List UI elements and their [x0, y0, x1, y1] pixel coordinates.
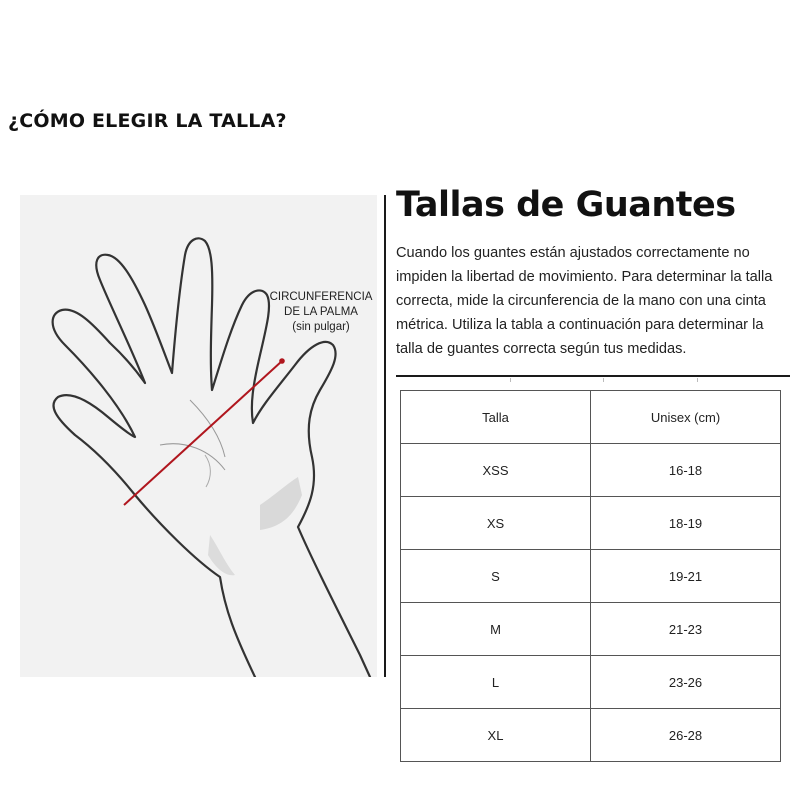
section-heading: ¿CÓMO ELEGIR LA TALLA? — [8, 110, 287, 132]
table-header-row — [401, 391, 781, 444]
tick-mark — [603, 378, 604, 382]
range-cell: 19-21 — [591, 550, 781, 603]
table-row — [401, 709, 781, 762]
size-cell: L — [401, 656, 591, 709]
size-cell: M — [401, 603, 591, 656]
hand-outline-icon — [20, 195, 377, 677]
size-table — [400, 390, 781, 762]
table-row — [401, 497, 781, 550]
table-row — [401, 603, 781, 656]
measure-line — [124, 361, 282, 505]
size-cell: XL — [401, 709, 591, 762]
range-cell: 18-19 — [591, 497, 781, 550]
callout-line-2: DE LA PALMA — [284, 306, 358, 318]
size-cell: S — [401, 550, 591, 603]
table-row — [401, 550, 781, 603]
hand-illustration — [20, 195, 377, 677]
range-cell: 21-23 — [591, 603, 781, 656]
page-title: Tallas de Guantes — [396, 185, 736, 225]
callout-line-1: CIRCUNFERENCIA — [269, 291, 373, 303]
table-row — [401, 656, 781, 709]
measure-point — [279, 358, 285, 364]
tick-mark — [697, 378, 698, 382]
callout-line-3: (sin pulgar) — [292, 321, 350, 333]
size-cell: XSS — [401, 444, 591, 497]
range-cell: 23-26 — [591, 656, 781, 709]
description-text: Cuando los guantes están ajustados correctamente no impiden la libertad de movimiento. Para determinar la talla correcta, mide la circunferencia de la mano con una cinta métrica. Utiliza la tabla a continuación para determinar la talla de guantes correcta según tus medidas. — [396, 245, 773, 357]
palm-callout — [256, 290, 386, 335]
vertical-divider — [384, 195, 386, 677]
horizontal-divider — [396, 375, 790, 377]
tick-mark — [510, 378, 511, 382]
header-talla: Talla — [401, 391, 591, 444]
range-cell: 26-28 — [591, 709, 781, 762]
range-cell: 16-18 — [591, 444, 781, 497]
header-unisex: Unisex (cm) — [591, 391, 781, 444]
table-row — [401, 444, 781, 497]
size-cell: XS — [401, 497, 591, 550]
